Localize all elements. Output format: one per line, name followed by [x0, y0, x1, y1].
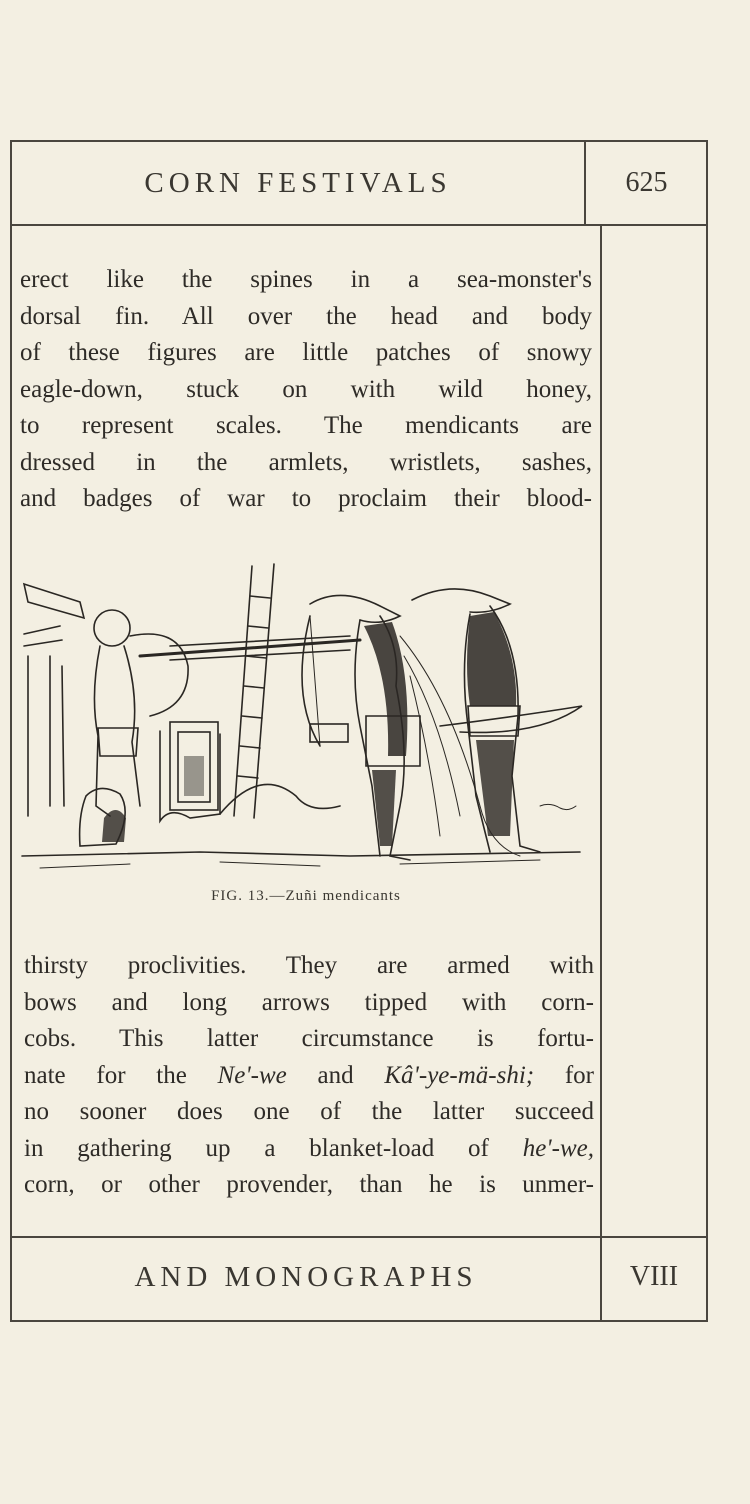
text-line: of these figures are little patches of snowy: [20, 339, 592, 366]
text-run: in gathering up a blanket-load of: [24, 1134, 523, 1162]
italic-term: Ne'-we: [217, 1061, 287, 1089]
text-run: nate for the: [24, 1061, 218, 1089]
text-line: thirsty proclivities. They are armed with: [24, 952, 594, 979]
italic-term: he'-we,: [522, 1134, 594, 1162]
text-line: [24, 1058, 594, 1095]
series-title: AND MONOGRAPHS: [134, 1260, 478, 1293]
margin-rule: [600, 226, 602, 1322]
text-line: cobs. This latter circumstance is fortu-: [24, 1025, 594, 1052]
text-line: dorsal fin. All over the head and body: [20, 302, 592, 330]
body-text-top: [20, 262, 592, 518]
page-number: 625: [625, 167, 668, 198]
body-text-bottom: [24, 948, 594, 1204]
zuni-mendicants-illustration: [20, 556, 592, 882]
text-line: no sooner does one of the latter succeed: [24, 1098, 594, 1125]
text-line: erect like the spines in a sea-monster's: [20, 266, 592, 293]
text-line: and badges of war to proclaim their blood-: [20, 485, 592, 512]
volume-number: VIII: [629, 1261, 679, 1292]
text-line: [24, 1131, 594, 1168]
footer-rule: [12, 1236, 708, 1238]
text-line: eagle-down, stuck on with wild honey,: [20, 375, 592, 403]
header-rule: [12, 224, 708, 226]
text-line: bows and long arrows tipped with corn-: [24, 988, 594, 1016]
italic-term: Kâ'-ye-mä-shi;: [384, 1061, 535, 1089]
header-divider: [584, 142, 586, 226]
text-line: to represent scales. The mendicants are: [20, 412, 592, 439]
running-title: CORN FESTIVALS: [144, 166, 452, 199]
text-line: dressed in the armlets, wristlets, sashes,: [20, 448, 592, 476]
text-run: for: [534, 1061, 594, 1089]
figure-caption: FIG. 13.—Zuñi mendicants: [211, 888, 401, 904]
text-line: corn, or other provender, than he is unmer-: [24, 1171, 594, 1198]
text-run: and: [286, 1061, 385, 1089]
